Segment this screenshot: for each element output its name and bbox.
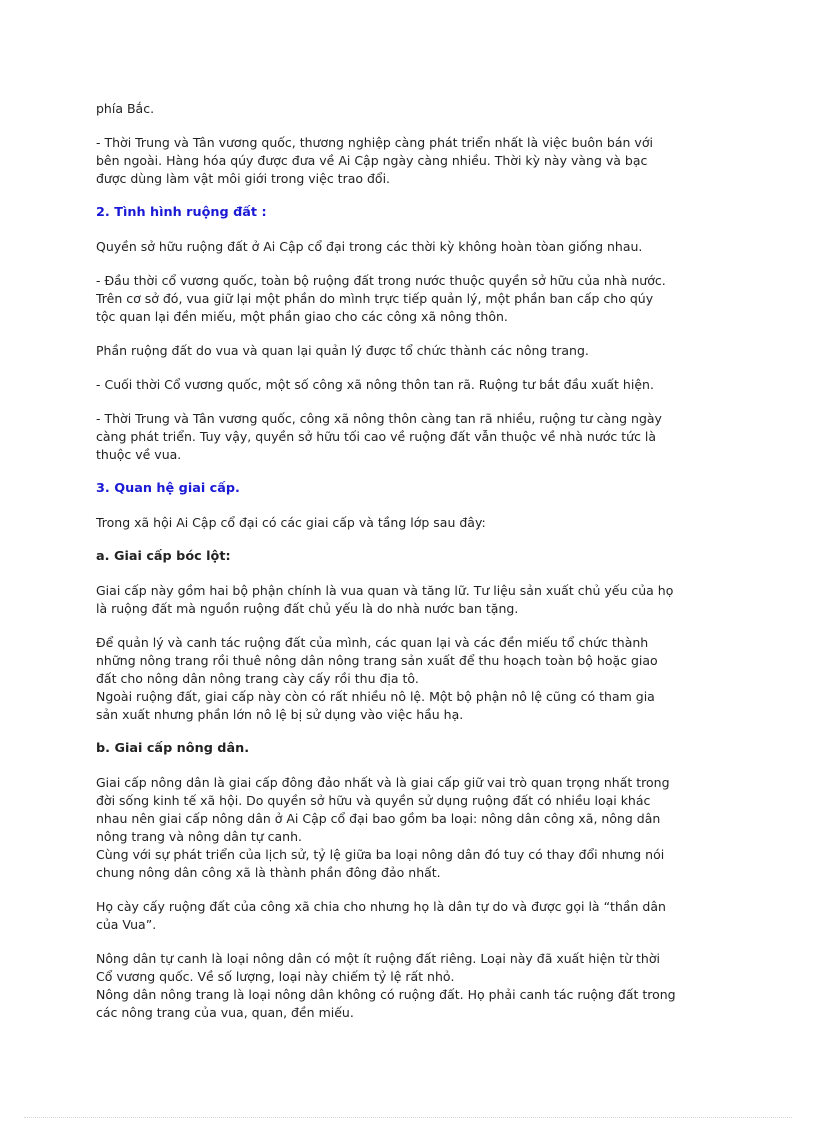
- text-line: Phần ruộng đất do vua và quan lại quản lý được tổ chức thành các nông trang.: [96, 343, 589, 358]
- land-paragraph-3: [96, 342, 726, 360]
- text-line: của Vua”.: [96, 917, 157, 932]
- text-line: - Thời Trung và Tân vương quốc, thương nghiệp càng phát triển nhất là việc buôn bán với: [96, 135, 653, 150]
- text-line: Giai cấp này gồm hai bộ phận chính là vua quan và tăng lữ. Tư liệu sản xuất chủ yếu của họ: [96, 583, 674, 598]
- text-line: chung nông dân công xã là thành phần đông đảo nhất.: [96, 865, 441, 880]
- peasant-paragraph-3: [96, 950, 726, 1022]
- text-line: Quyền sở hữu ruộng đất ở Ai Cập cổ đại trong các thời kỳ không hoàn tòan giống nhau.: [96, 239, 643, 254]
- text-line: Để quản lý và canh tác ruộng đất của mình, các quan lại và các đền miếu tổ chức thành: [96, 635, 649, 650]
- text-line: Trên cơ sở đó, vua giữ lại một phần do mình trực tiếp quản lý, một phần ban cấp cho qúy: [96, 291, 654, 306]
- text-line: là ruộng đất mà nguồn ruộng đất chủ yếu là do nhà nước ban tặng.: [96, 601, 519, 616]
- exploiting-paragraph-2: [96, 634, 726, 724]
- text-line: thuộc về vua.: [96, 447, 182, 462]
- land-paragraph-5: [96, 410, 726, 464]
- text-line: tộc quan lại đền miếu, một phần giao cho các công xã nông thôn.: [96, 309, 508, 324]
- text-line: Họ cày cấy ruộng đất của công xã chia cho nhưng họ là dân tự do và được gọi là “thần dân: [96, 899, 666, 914]
- text-line: - Đầu thời cổ vương quốc, toàn bộ ruộng đất trong nước thuộc quyền sở hữu của nhà nước.: [96, 273, 666, 288]
- text-line: - Cuối thời Cổ vương quốc, một số công xã nông thôn tan rã. Ruộng tư bắt đầu xuất hiện.: [96, 377, 654, 392]
- text-line: Giai cấp nông dân là giai cấp đông đảo nhất và là giai cấp giữ vai trò quan trọng nhất trong: [96, 775, 670, 790]
- text-line: nông trang và nông dân tự canh.: [96, 829, 302, 844]
- exploiting-paragraph-1: [96, 582, 726, 618]
- text-line: những nông trang rồi thuê nông dân nông trang sản xuất để thu hoạch toàn bộ hoặc giao: [96, 653, 658, 668]
- peasant-paragraph-2: [96, 898, 726, 934]
- trade-paragraph: [96, 134, 726, 188]
- text-line: đất cho nông dân nông trang cày cấy rồi thu địa tô.: [96, 671, 419, 686]
- text-line: Cổ vương quốc. Về số lượng, loại này chiếm tỷ lệ rất nhỏ.: [96, 969, 455, 984]
- peasant-paragraph-1: [96, 774, 726, 882]
- text-line: được dùng làm vật môi giới trong việc trao đổi.: [96, 171, 391, 186]
- land-paragraph-1: [96, 238, 726, 256]
- document-page: [96, 100, 726, 1022]
- text-line: phía Bắc.: [96, 101, 155, 116]
- intro-paragraph: [96, 100, 726, 118]
- page-footer-divider: [24, 1117, 792, 1118]
- text-line: Nông dân nông trang là loại nông dân không có ruộng đất. Họ phải canh tác ruộng đất trong: [96, 987, 676, 1002]
- land-paragraph-4: [96, 376, 726, 394]
- text-line: Trong xã hội Ai Cập cổ đại có các giai cấp và tầng lớp sau đây:: [96, 515, 486, 530]
- text-line: Cùng với sự phát triển của lịch sử, tỷ lệ giữa ba loại nông dân đó tuy có thay đổi nhưng nói: [96, 847, 665, 862]
- text-line: các nông trang của vua, quan, đền miếu.: [96, 1005, 354, 1020]
- land-paragraph-2: [96, 272, 726, 326]
- section-heading-land: 2. Tình hình ruộng đất :: [96, 205, 267, 220]
- text-line: càng phát triển. Tuy vậy, quyền sở hữu tối cao về ruộng đất vẫn thuộc về nhà nước tức là: [96, 429, 657, 444]
- text-line: bên ngoài. Hàng hóa qúy được đưa về Ai Cập ngày càng nhiều. Thời kỳ này vàng và bạc: [96, 153, 648, 168]
- subheading-exploiting-class: a. Giai cấp bóc lột:: [96, 549, 231, 564]
- class-paragraph-1: [96, 514, 726, 532]
- subheading-peasant-class: b. Giai cấp nông dân.: [96, 741, 250, 756]
- text-line: đời sống kinh tế xã hội. Do quyền sở hữu và quyền sử dụng ruộng đất có nhiều loại khác: [96, 793, 651, 808]
- text-line: nhau nên giai cấp nông dân ở Ai Cập cổ đại bao gồm ba loại: nông dân công xã, nông dân: [96, 811, 661, 826]
- section-heading-class: 3. Quan hệ giai cấp.: [96, 481, 240, 496]
- text-line: - Thời Trung và Tân vương quốc, công xã nông thôn càng tan rã nhiều, ruộng tư càng ngày: [96, 411, 662, 426]
- text-line: Ngoài ruộng đất, giai cấp này còn có rất nhiều nô lệ. Một bộ phận nô lệ cũng có tham gia: [96, 689, 655, 704]
- text-line: sản xuất nhưng phần lớn nô lệ bị sử dụng vào việc hầu hạ.: [96, 707, 464, 722]
- text-line: Nông dân tự canh là loại nông dân có một ít ruộng đất riêng. Loại này đã xuất hiện từ thời: [96, 951, 660, 966]
